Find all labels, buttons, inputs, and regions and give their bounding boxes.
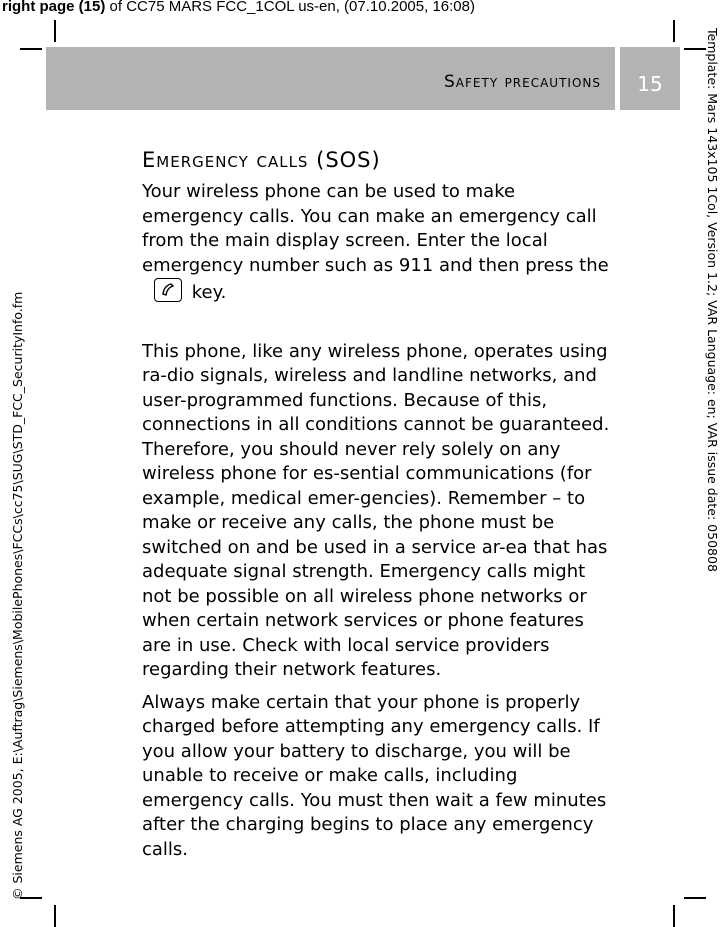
section-title: Safety precautions [444, 72, 601, 92]
print-note-suffix: of CC75 MARS FCC_1COL us-en, (07.10.2005, 16:08) [105, 0, 475, 15]
crop-mark [673, 20, 675, 42]
template-note: Template: Mars 143x105 1Col, Version 1.2; VAR Language: en; VAR issue date: 050808 [705, 28, 720, 572]
crop-mark [673, 905, 675, 927]
crop-mark [684, 897, 706, 899]
file-path-note: © Siemens AG 2005, E:\Auftrag\Siemens\MobilePhones\FCCs\cc75\SUG\STD_FCC_SecurityInfo.fm [10, 291, 25, 900]
paragraph-text: Your wireless phone can be used to make emergency calls. You can make an emergency call from the main display screen. Enter the local emergency number such as 911 and then press the [142, 181, 609, 276]
crop-mark [54, 20, 56, 42]
page-number: 15 [637, 72, 663, 96]
crop-mark [54, 905, 56, 927]
paragraph-text-end: key. [186, 282, 227, 303]
section-heading: Emergency calls (SOS) [142, 148, 381, 172]
print-note [2, 0, 475, 15]
paragraph-emergency [142, 180, 612, 306]
print-note-prefix: right page (15) [2, 0, 106, 15]
crop-mark [20, 48, 42, 50]
paragraph-charging: Always make certain that your phone is properly charged before attempting any emergency calls. If you allow your battery to discharge, you will be unable to receive or make calls, including emergency calls. You must then wait a few minutes after the charging begins to place any emergency calls. [142, 691, 607, 860]
call-key-icon [154, 278, 182, 302]
crop-mark [684, 48, 706, 50]
main-content [142, 148, 612, 862]
paragraph-limitations: This phone, like any wireless phone, operates using ra-dio signals, wireless and landline networks, and user-programmed functions. Because of this, connections in all conditions cannot be guaranteed. Therefore, you should never rely solely on any wireless phone for es-sential communications (for example, medical emer-gencies). Remember – to make or receive any calls, the phone must be switched on and be used in a service ar-ea that has adequate signal strength. Emergency calls might not be possible on all wireless phone networks or when certain network services or phone features are in use. Check with local service providers regarding their network features. [142, 340, 610, 680]
